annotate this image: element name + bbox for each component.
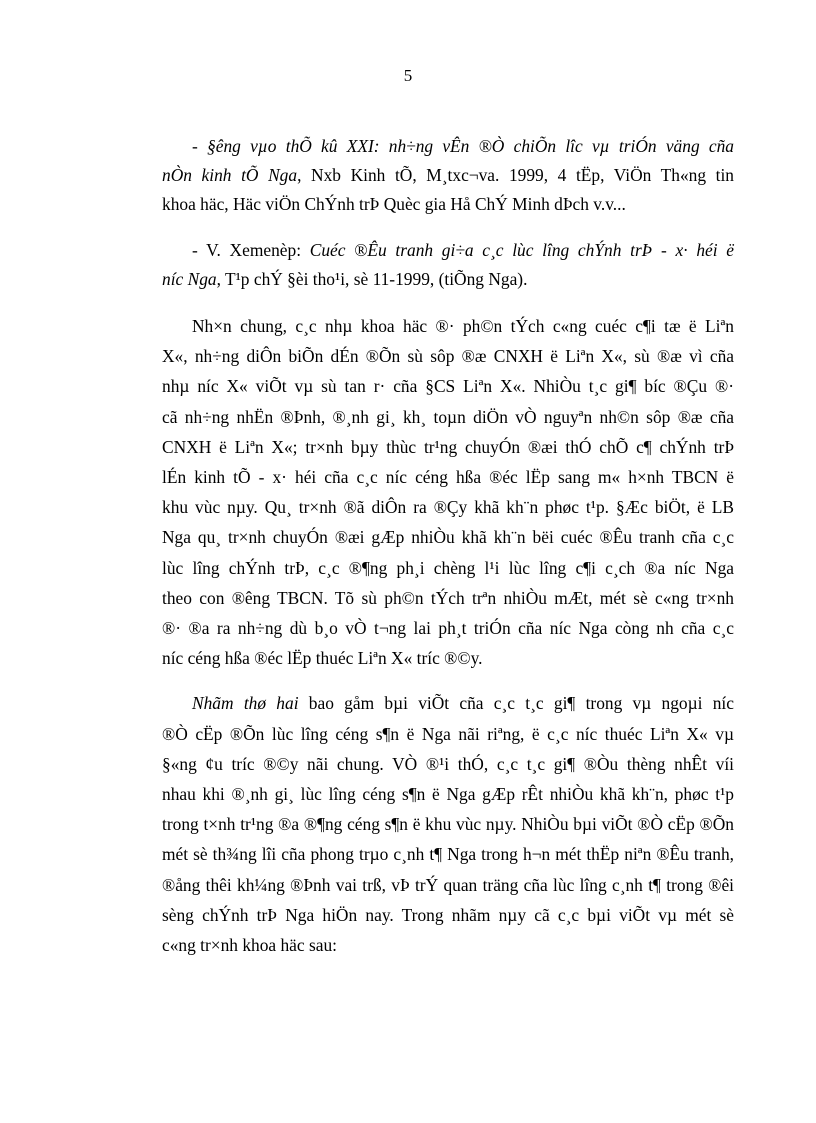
italic-text: níc Nga: [162, 269, 217, 289]
text-line: [162, 161, 734, 190]
text-line: [162, 492, 734, 522]
italic-text: Nhãm thø hai: [192, 693, 299, 714]
text-line: [162, 643, 734, 673]
text-line: [162, 779, 734, 809]
text-run: X«, nh÷ng diÔn biÕn dÉn ®Õn sù sôp ®æ CNXH ë Liªn X«, sù ®æ vì cña: [162, 346, 734, 367]
text-line: [162, 688, 734, 718]
text-run: §«ng ¢u tríc ®©y nãi chung. VÒ ®¹i thÓ, c¸c t¸c gi¶ ®Òu thèng nhÊt víi: [162, 753, 734, 774]
text-line: [162, 132, 734, 161]
text-run: lÉn kinh tÕ - x· héi cña c¸c níc céng hßa ®éc lËp sang m« h×nh TBCN ë: [162, 467, 734, 488]
text-line: [162, 839, 734, 869]
text-run: ®Ò cËp ®Õn lùc lîng céng s¶n ë Nga nãi riªng, ë c¸c níc thuéc Liªn X« vµ: [162, 723, 734, 744]
text-run: Nga qu¸ tr×nh chuyÓn ®æi gÆp nhiÒu khã kh¨n bëi cuéc ®Êu tranh cña c¸c: [162, 527, 734, 548]
text-line: [162, 236, 734, 265]
text-line: [162, 749, 734, 779]
text-line: [162, 371, 734, 401]
reference-entry: [162, 236, 734, 294]
text-run: ®· ®a ra nh÷ng dù b¸o vÒ t¬ng lai ph¸t triÓn cña níc Nga còng nh cña c¸c: [162, 618, 734, 639]
text-run: nhµ níc X« viÕt vµ sù tan r· cña §CS Liªn X«. NhiÒu t¸c gi¶ bíc ®Çu ®·: [162, 376, 734, 397]
text-run: CNXH ë Liªn X«; tr×nh bµy thùc tr¹ng chuyÓn ®æi thÓ chÕ c¶ chÝnh trÞ: [162, 436, 734, 457]
text-run: khoa häc, Häc viÖn ChÝnh trÞ Quèc gia Hå ChÝ Minh dÞch v.v...: [162, 194, 626, 214]
italic-text: Cuéc ®Êu tranh gi÷a c¸c lùc lîng chÝnh trÞ - x· héi ë: [309, 240, 734, 260]
text-line: [162, 190, 734, 219]
text-line: [162, 311, 734, 341]
text-run: cã nh÷ng nhËn ®Þnh, ®¸nh gi¸ kh¸ toµn diÖn vÒ nguyªn nh©n sôp ®æ cña: [162, 406, 734, 427]
text-line: [162, 432, 734, 462]
body-paragraph: [162, 688, 734, 960]
text-run: mét sè th¾ng lîi cña phong trµo c¸nh t¶ Nga trong h¬n mét thËp niªn ®Êu tranh,: [162, 844, 734, 865]
text-run: - V. Xemenèp:: [192, 240, 310, 260]
text-run: , T¹p chÝ §èi tho¹i, sè 11-1999, (tiÕng Nga).: [216, 269, 528, 289]
italic-text: - §êng vµo thÕ kû XXI: nh÷ng vÊn ®Ò chiÕn lîc vµ triÓn väng cña: [192, 136, 734, 156]
text-run: lùc lîng chÝnh trÞ, c¸c ®¶ng ph¸i chèng l¹i lùc lîng c¶i c¸ch ®a níc Nga: [162, 557, 734, 578]
body-paragraph: [162, 311, 734, 673]
text-run: trong t×nh tr¹ng ®a ®¶ng céng s¶n ë khu vùc nµy. NhiÒu bµi viÕt ®Ò cËp ®Õn: [162, 814, 734, 835]
text-line: [162, 402, 734, 432]
text-run: nhau khi ®¸nh gi¸ lùc lîng céng s¶n ë Nga gÆp rÊt nhiÒu khã kh¨n, phøc t¹p: [162, 784, 734, 805]
text-line: [162, 930, 734, 960]
text-run: bao gåm bµi viÕt cña c¸c t¸c gi¶ trong vµ ngoµi níc: [298, 693, 734, 714]
text-line: [162, 583, 734, 613]
text-line: [162, 719, 734, 749]
text-line: [162, 809, 734, 839]
text-line: [162, 265, 734, 294]
reference-entry: [162, 132, 734, 219]
text-line: [162, 900, 734, 930]
document-body: [162, 132, 734, 975]
text-line: [162, 613, 734, 643]
text-run: khu vùc nµy. Qu¸ tr×nh ®ã diÔn ra ®Çy khã kh¨n phøc t¹p. §Æc biÖt, ë LB: [162, 497, 734, 518]
text-run: Nh×n chung, c¸c nhµ khoa häc ®· ph©n tÝch c«ng cuéc c¶i tæ ë Liªn: [192, 316, 734, 336]
text-run: sèng chÝnh trÞ Nga hiÖn nay. Trong nhãm nµy cã c¸c bµi viÕt vµ mét sè: [162, 904, 734, 925]
text-line: [162, 522, 734, 552]
page-number: 5: [403, 66, 413, 85]
text-line: [162, 553, 734, 583]
text-line: [162, 341, 734, 371]
text-run: ®ång thêi kh¼ng ®Þnh vai trß, vÞ trÝ quan träng cña lùc lîng c¸nh t¶ trong ®êi: [162, 874, 734, 895]
text-run: theo con ®êng TBCN. Tõ sù ph©n tÝch trªn nhiÒu mÆt, mét sè c«ng tr×nh: [162, 587, 734, 608]
text-line: [162, 870, 734, 900]
italic-text: nÒn kinh tÕ Nga: [162, 165, 298, 185]
text-run: , Nxb Kinh tÕ, M¸txc¬va. 1999, 4 tËp, ViÖn Th«ng tin: [297, 165, 734, 185]
text-run: níc céng hßa ®éc lËp thuéc Liªn X« tríc ®©y.: [162, 648, 483, 669]
text-line: [162, 462, 734, 492]
text-run: c«ng tr×nh khoa häc sau:: [162, 935, 337, 956]
